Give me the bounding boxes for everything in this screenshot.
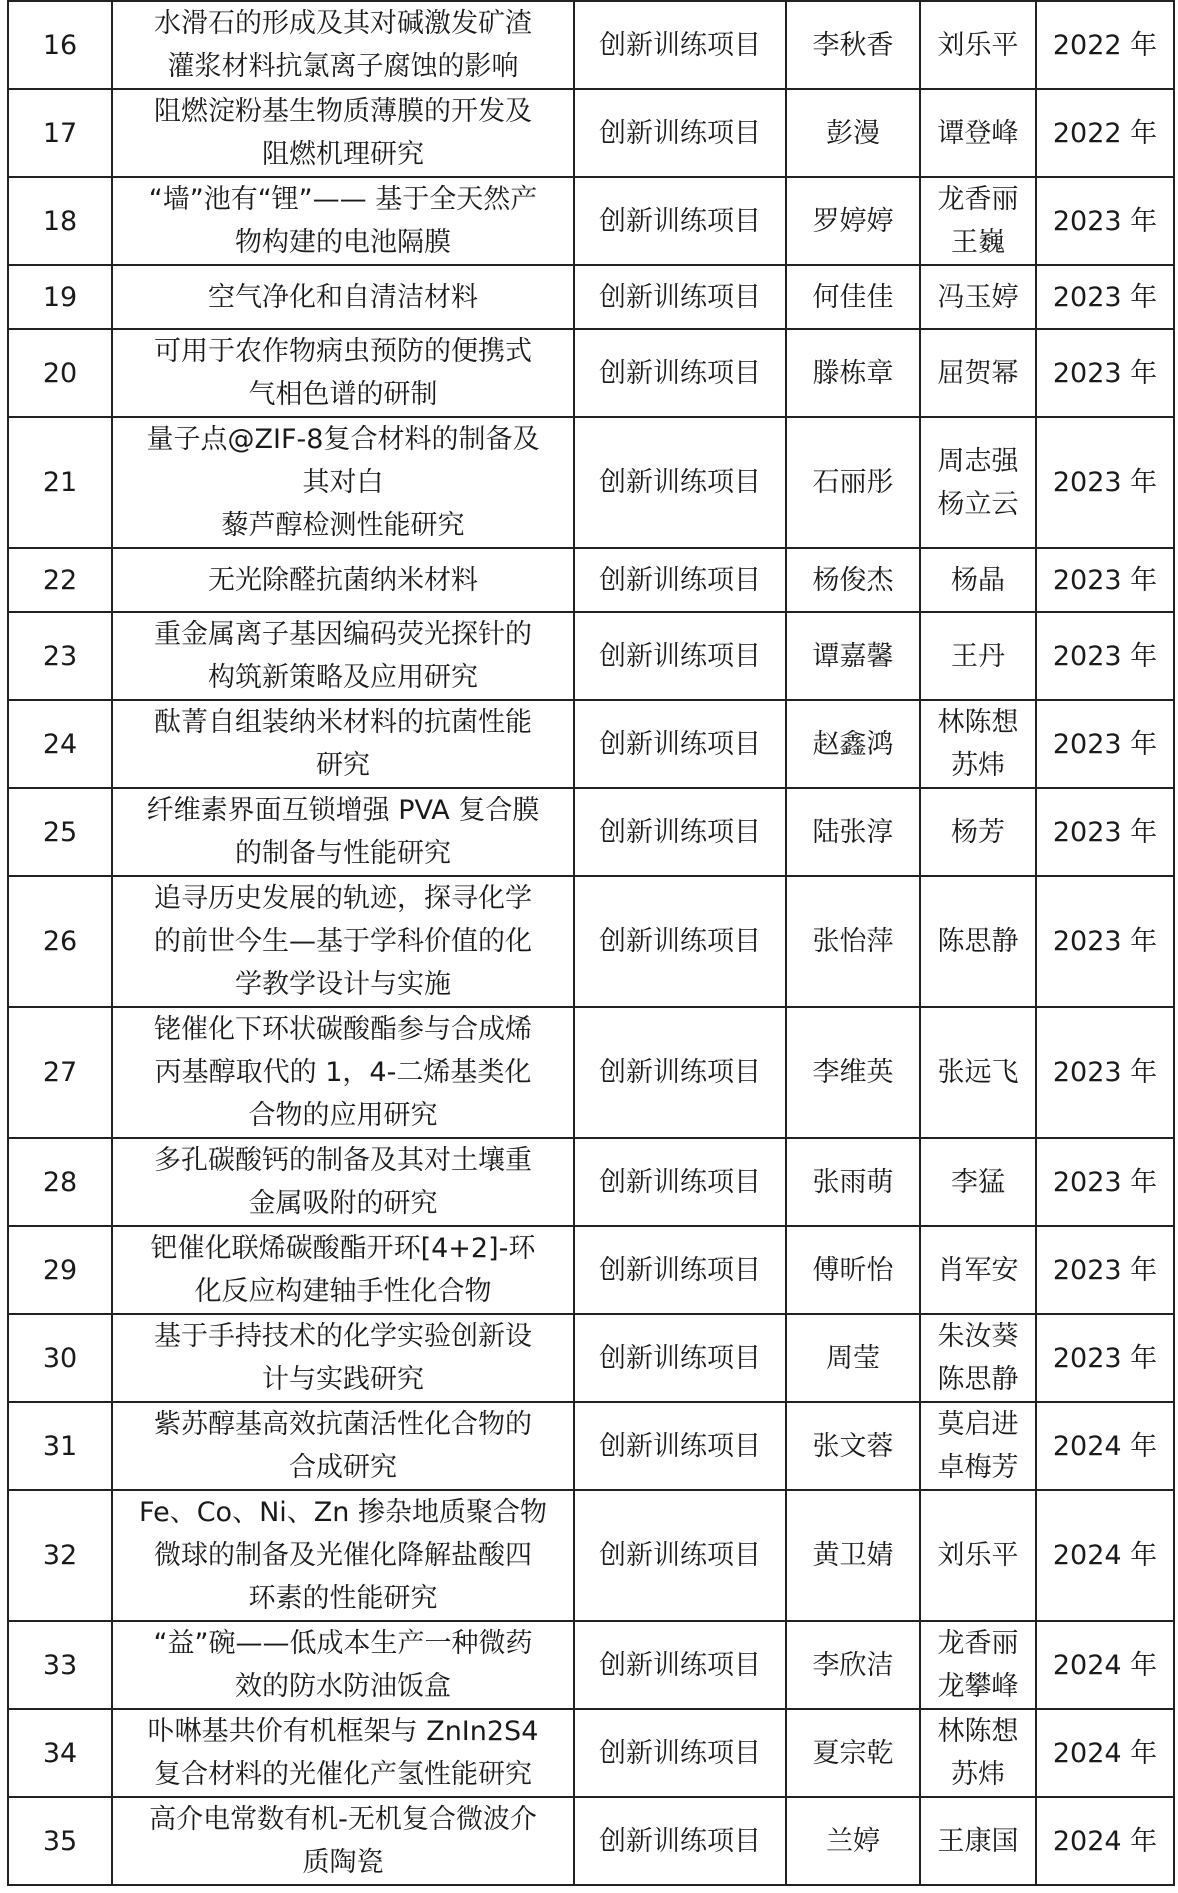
project-table-body: [8, 1, 1174, 1885]
project-title-cell: 水滑石的形成及其对碱激发矿渣 灌浆材料抗氯离子腐蚀的影响: [112, 1, 574, 89]
row-number-cell: 30: [8, 1314, 112, 1402]
table-row: [8, 1007, 1174, 1138]
student-cell: 兰婷: [786, 1797, 920, 1885]
row-number-cell: 23: [8, 612, 112, 700]
year-cell: 2022 年: [1036, 89, 1174, 177]
project-table: [7, 0, 1175, 1886]
project-type-cell: 创新训练项目: [574, 1402, 786, 1490]
advisor-cell: 刘乐平: [920, 1490, 1036, 1621]
row-number-cell: 35: [8, 1797, 112, 1885]
project-type-cell: 创新训练项目: [574, 548, 786, 612]
row-number-cell: 33: [8, 1621, 112, 1709]
student-cell: 夏宗乾: [786, 1709, 920, 1797]
row-number-cell: 21: [8, 417, 112, 548]
advisor-cell: 莫启进 卓梅芳: [920, 1402, 1036, 1490]
row-number-cell: 26: [8, 876, 112, 1007]
student-cell: 张怡萍: [786, 876, 920, 1007]
advisor-cell: 龙香丽 龙攀峰: [920, 1621, 1036, 1709]
project-title-cell: 纤维素界面互锁增强 PVA 复合膜 的制备与性能研究: [112, 788, 574, 876]
project-title-cell: 量子点@ZIF-8复合材料的制备及 其对白 藜芦醇检测性能研究: [112, 417, 574, 548]
student-cell: 谭嘉馨: [786, 612, 920, 700]
project-type-cell: 创新训练项目: [574, 1490, 786, 1621]
advisor-cell: 王丹: [920, 612, 1036, 700]
project-type-cell: 创新训练项目: [574, 1797, 786, 1885]
project-type-cell: 创新训练项目: [574, 329, 786, 417]
student-cell: 李维英: [786, 1007, 920, 1138]
year-cell: 2023 年: [1036, 876, 1174, 1007]
year-cell: 2023 年: [1036, 265, 1174, 329]
advisor-cell: 李猛: [920, 1138, 1036, 1226]
advisor-cell: 谭登峰: [920, 89, 1036, 177]
advisor-cell: 龙香丽 王巍: [920, 177, 1036, 265]
project-type-cell: 创新训练项目: [574, 89, 786, 177]
table-row: [8, 329, 1174, 417]
year-cell: 2023 年: [1036, 788, 1174, 876]
year-cell: 2023 年: [1036, 329, 1174, 417]
table-row: [8, 700, 1174, 788]
table-row: [8, 1621, 1174, 1709]
table-row: [8, 1, 1174, 89]
student-cell: 彭漫: [786, 89, 920, 177]
student-cell: 陆张淳: [786, 788, 920, 876]
student-cell: 李秋香: [786, 1, 920, 89]
advisor-cell: 肖军安: [920, 1226, 1036, 1314]
table-row: [8, 1797, 1174, 1885]
project-title-cell: 多孔碳酸钙的制备及其对土壤重 金属吸附的研究: [112, 1138, 574, 1226]
advisor-cell: 朱汝葵 陈思静: [920, 1314, 1036, 1402]
student-cell: 何佳佳: [786, 265, 920, 329]
advisor-cell: 刘乐平: [920, 1, 1036, 89]
table-row: [8, 1490, 1174, 1621]
row-number-cell: 34: [8, 1709, 112, 1797]
project-type-cell: 创新训练项目: [574, 700, 786, 788]
project-type-cell: 创新训练项目: [574, 265, 786, 329]
student-cell: 张雨萌: [786, 1138, 920, 1226]
year-cell: 2023 年: [1036, 700, 1174, 788]
table-row: [8, 89, 1174, 177]
student-cell: 罗婷婷: [786, 177, 920, 265]
year-cell: 2023 年: [1036, 1314, 1174, 1402]
table-row: [8, 1226, 1174, 1314]
project-title-cell: 阻燃淀粉基生物质薄膜的开发及 阻燃机理研究: [112, 89, 574, 177]
year-cell: 2023 年: [1036, 1007, 1174, 1138]
advisor-cell: 林陈想 苏炜: [920, 700, 1036, 788]
row-number-cell: 19: [8, 265, 112, 329]
year-cell: 2024 年: [1036, 1709, 1174, 1797]
student-cell: 傅昕怡: [786, 1226, 920, 1314]
student-cell: 李欣洁: [786, 1621, 920, 1709]
year-cell: 2023 年: [1036, 177, 1174, 265]
advisor-cell: 周志强 杨立云: [920, 417, 1036, 548]
student-cell: 周莹: [786, 1314, 920, 1402]
advisor-cell: 杨晶: [920, 548, 1036, 612]
project-title-cell: 无光除醛抗菌纳米材料: [112, 548, 574, 612]
table-row: [8, 1138, 1174, 1226]
student-cell: 杨俊杰: [786, 548, 920, 612]
table-row: [8, 876, 1174, 1007]
row-number-cell: 32: [8, 1490, 112, 1621]
project-type-cell: 创新训练项目: [574, 177, 786, 265]
table-row: [8, 548, 1174, 612]
project-title-cell: 钯催化联烯碳酸酯开环[4+2]-环 化反应构建轴手性化合物: [112, 1226, 574, 1314]
table-row: [8, 265, 1174, 329]
advisor-cell: 冯玉婷: [920, 265, 1036, 329]
advisor-cell: 张远飞: [920, 1007, 1036, 1138]
row-number-cell: 20: [8, 329, 112, 417]
project-title-cell: 铑催化下环状碳酸酯参与合成烯 丙基醇取代的 1，4-二烯基类化 合物的应用研究: [112, 1007, 574, 1138]
project-type-cell: 创新训练项目: [574, 612, 786, 700]
year-cell: 2023 年: [1036, 1226, 1174, 1314]
project-type-cell: 创新训练项目: [574, 788, 786, 876]
project-title-cell: 空气净化和自清洁材料: [112, 265, 574, 329]
student-cell: 赵鑫鸿: [786, 700, 920, 788]
project-title-cell: 酞菁自组装纳米材料的抗菌性能 研究: [112, 700, 574, 788]
project-title-cell: 高介电常数有机-无机复合微波介 质陶瓷: [112, 1797, 574, 1885]
student-cell: 张文蓉: [786, 1402, 920, 1490]
project-type-cell: 创新训练项目: [574, 1621, 786, 1709]
advisor-cell: 杨芳: [920, 788, 1036, 876]
project-type-cell: 创新训练项目: [574, 1, 786, 89]
project-title-cell: 基于手持技术的化学实验创新设 计与实践研究: [112, 1314, 574, 1402]
year-cell: 2022 年: [1036, 1, 1174, 89]
project-title-cell: 卟啉基共价有机框架与 ZnIn2S4 复合材料的光催化产氢性能研究: [112, 1709, 574, 1797]
project-title-cell: 可用于农作物病虫预防的便携式 气相色谱的研制: [112, 329, 574, 417]
year-cell: 2023 年: [1036, 612, 1174, 700]
row-number-cell: 22: [8, 548, 112, 612]
project-title-cell: Fe、Co、Ni、Zn 掺杂地质聚合物 微球的制备及光催化降解盐酸四 环素的性能研究: [112, 1490, 574, 1621]
row-number-cell: 27: [8, 1007, 112, 1138]
student-cell: 石丽彤: [786, 417, 920, 548]
student-cell: 滕栋章: [786, 329, 920, 417]
row-number-cell: 25: [8, 788, 112, 876]
year-cell: 2024 年: [1036, 1797, 1174, 1885]
advisor-cell: 林陈想 苏炜: [920, 1709, 1036, 1797]
row-number-cell: 16: [8, 1, 112, 89]
year-cell: 2024 年: [1036, 1621, 1174, 1709]
project-title-cell: “益”碗——低成本生产一种微药 效的防水防油饭盒: [112, 1621, 574, 1709]
project-type-cell: 创新训练项目: [574, 1709, 786, 1797]
row-number-cell: 31: [8, 1402, 112, 1490]
row-number-cell: 24: [8, 700, 112, 788]
row-number-cell: 29: [8, 1226, 112, 1314]
advisor-cell: 屈贺幂: [920, 329, 1036, 417]
project-type-cell: 创新训练项目: [574, 1138, 786, 1226]
table-row: [8, 788, 1174, 876]
row-number-cell: 28: [8, 1138, 112, 1226]
year-cell: 2024 年: [1036, 1402, 1174, 1490]
table-row: [8, 612, 1174, 700]
project-type-cell: 创新训练项目: [574, 1007, 786, 1138]
project-title-cell: 紫苏醇基高效抗菌活性化合物的 合成研究: [112, 1402, 574, 1490]
advisor-cell: 陈思静: [920, 876, 1036, 1007]
project-type-cell: 创新训练项目: [574, 417, 786, 548]
project-type-cell: 创新训练项目: [574, 1314, 786, 1402]
table-row: [8, 1709, 1174, 1797]
year-cell: 2023 年: [1036, 548, 1174, 612]
advisor-cell: 王康国: [920, 1797, 1036, 1885]
row-number-cell: 17: [8, 89, 112, 177]
year-cell: 2023 年: [1036, 1138, 1174, 1226]
table-row: [8, 1402, 1174, 1490]
row-number-cell: 18: [8, 177, 112, 265]
project-title-cell: “墙”池有“锂”—— 基于全天然产 物构建的电池隔膜: [112, 177, 574, 265]
table-row: [8, 417, 1174, 548]
project-title-cell: 追寻历史发展的轨迹，探寻化学 的前世今生—基于学科价值的化 学教学设计与实施: [112, 876, 574, 1007]
year-cell: 2024 年: [1036, 1490, 1174, 1621]
student-cell: 黄卫婧: [786, 1490, 920, 1621]
table-row: [8, 1314, 1174, 1402]
table-row: [8, 177, 1174, 265]
project-title-cell: 重金属离子基因编码荧光探针的 构筑新策略及应用研究: [112, 612, 574, 700]
year-cell: 2023 年: [1036, 417, 1174, 548]
project-type-cell: 创新训练项目: [574, 876, 786, 1007]
project-type-cell: 创新训练项目: [574, 1226, 786, 1314]
